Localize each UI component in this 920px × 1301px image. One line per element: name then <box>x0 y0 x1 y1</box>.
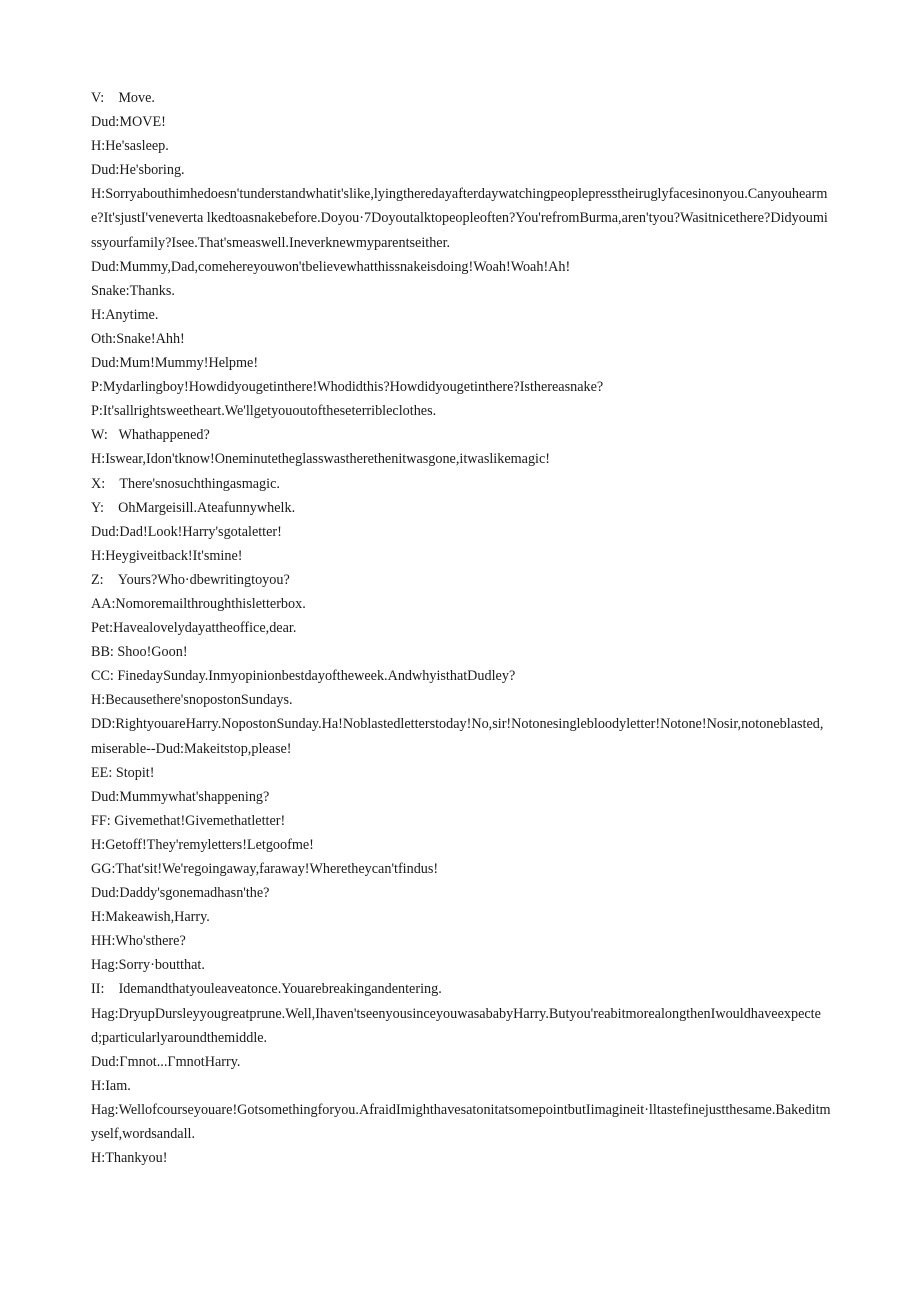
dialogue-line: Hag:Wellofcourseyouare!Gotsomethingforyou.AfraidImighthavesatonitatsomepointbutIimagineit·lltastefinejustthesame.Bakeditmyself,wordsandall. <box>91 1101 831 1143</box>
dialogue-line: P:It'sallrightsweetheart.We'llgetyououtoftheseterribleclothes. <box>91 403 437 420</box>
dialogue-line: Dud:Mummy,Dad,comehereyouwon'tbelievewhatthissnakeisdoing!Woah!Woah!Ah! <box>91 258 571 275</box>
dialogue-line: BB: Shoo!Goon! <box>91 644 188 661</box>
dialogue-line: Dud:Mum!Mummy!Helpme! <box>91 355 259 372</box>
dialogue-line: V: Move. <box>91 90 155 106</box>
dialogue-line: Dud:MOVE! <box>91 114 166 131</box>
dialogue-line: Dud:Γmnot...ΓmnotHarry. <box>91 1053 241 1070</box>
dialogue-line: Dud:Dad!Look!Harry'sgotaletter! <box>91 523 282 540</box>
dialogue-line: Pet:Havealovelydayattheoffice,dear. <box>91 620 297 637</box>
dialogue-line: H:Sorryabouthimhedoesn'tunderstandwhatit'slike,lyingtheredayafterdaywatchingpeoplepresstheiruglyfacesinonyou.Canyouhearme?It'sjustI'veneverta lkedtoasnakebefore.Doyou·7Doyoutalktopeopleoften?You'refromBurma,aren'tyou?Wasitnicethere?Didyoumissyourfamily?Isee.That'smeaswell.Ineverknewmyparentseither. <box>91 186 828 251</box>
dialogue-line: H:Thankyou! <box>91 1150 168 1167</box>
dialogue-line: H:Iam. <box>91 1077 131 1094</box>
dialogue-line: Hag:DryupDursleyyougreatprune.Well,Ihaven'tseenyousinceyouwasababyHarry.Butyou'reabitmorealongthenIwouldhaveexpected;particularlyaroundthemiddle. <box>91 1005 821 1046</box>
dialogue-line: II: Idemandthatyouleaveatonce.Youarebreakingandentering. <box>91 981 442 998</box>
dialogue-line: Oth:Snake!Ahh! <box>91 330 185 347</box>
dialogue-line: Z: Yours?Who·dbewritingtoyou? <box>91 571 290 588</box>
dialogue-line: AA:Nomoremailthroughthisletterbox. <box>91 595 306 612</box>
dialogue-line: H:Makeawish,Harry. <box>91 909 210 926</box>
dialogue-line: H:Anytime. <box>91 306 159 323</box>
dialogue-line: H:Heygiveitback!It'smine! <box>91 547 243 564</box>
dialogue-line: GG:That'sit!We'regoingaway,faraway!Wheretheycan'tfindus! <box>91 861 439 877</box>
dialogue-line: EE: Stopit! <box>91 764 155 781</box>
dialogue-line: FF: Givemethat!Givemethatletter! <box>91 812 286 829</box>
dialogue-line: H:Iswear,Idon'tknow!Oneminutetheglasswastherethenitwasgone,itwaslikemagic! <box>91 451 551 468</box>
dialogue-line: Dud:He'sboring. <box>91 162 185 179</box>
blank-line: Dud:Daddy'sgonemadhasn'the? <box>91 885 270 902</box>
dialogue-line: Dud:Mummywhat'shappening? <box>91 788 270 805</box>
dialogue-line: W: Whathappened? <box>91 427 210 444</box>
dialogue-line: P:Mydarlingboy!Howdidyougetinthere!Whodidthis?Howdidyougetinthere?Isthereasnake? <box>91 379 604 396</box>
dialogue-line: H:He'sasleep. <box>91 138 169 155</box>
transcript-page <box>91 86 831 1170</box>
dialogue-line: H:Becausethere'snopostonSundays. <box>91 692 293 709</box>
dialogue-line: CC: FinedaySunday.Inmyopinionbestdayoftheweek.AndwhyisthatDudley? <box>91 668 516 685</box>
dialogue-line: HH:Who'sthere? <box>91 933 186 950</box>
dialogue-line: DD:RightyouareHarry.NopostonSunday.Ha!Noblastedletterstoday!No,sir!Notonesinglebloodyletter!Notone!Nosir,notoneblasted,miserable--Dud:Makeitstop,please! <box>91 716 824 757</box>
dialogue-line: Y: OhMargeisill.Ateafunnywhelk. <box>91 499 296 516</box>
dialogue-line: Snake:Thanks. <box>91 282 175 299</box>
dialogue-line: Hag:Sorry·boutthat. <box>91 957 205 974</box>
dialogue-line: X: There'snosuchthingasmagic. <box>91 475 280 492</box>
dialogue-line: H:Getoff!They'remyletters!Letgoofme! <box>91 836 314 853</box>
